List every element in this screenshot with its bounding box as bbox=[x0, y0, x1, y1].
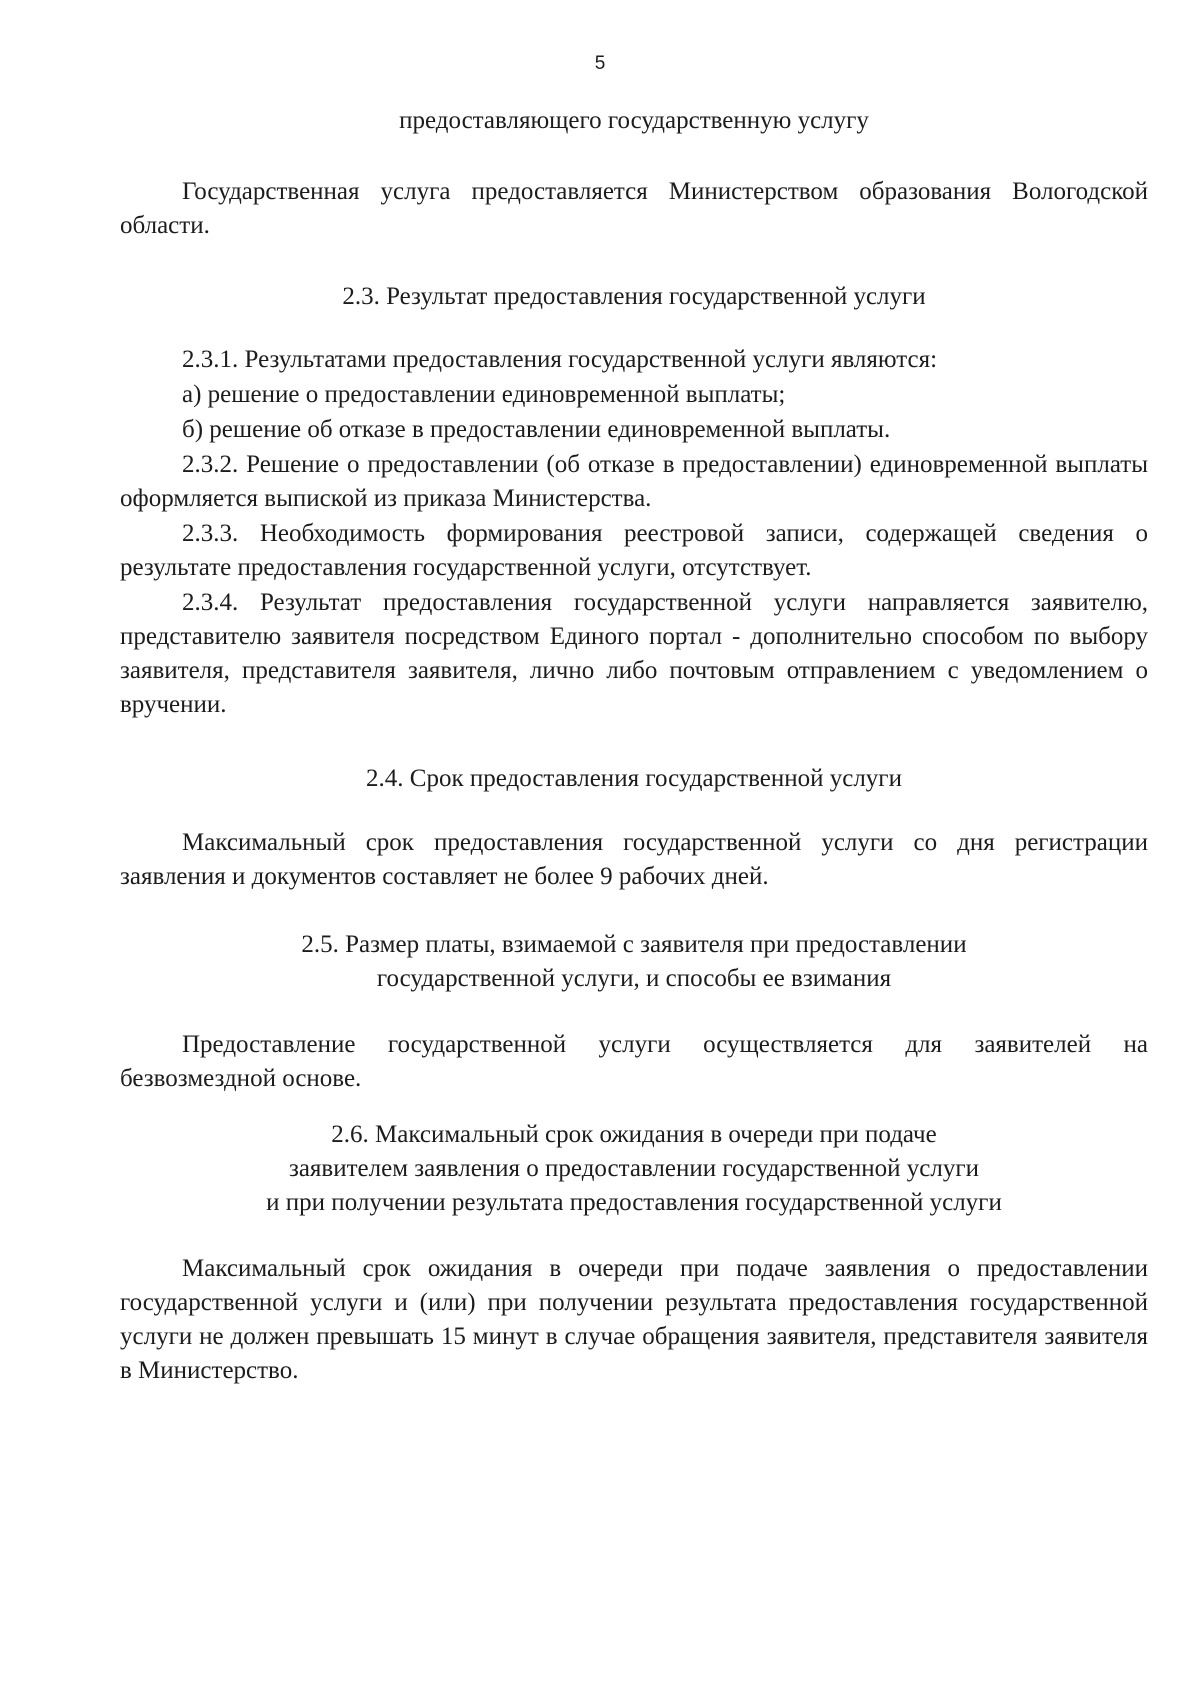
section-2-5-paragraph: Предоставление государственной услуги осуществляется для заявителей на безвозмездной основе. bbox=[120, 1031, 1148, 1092]
paragraph-2-3-2: 2.3.2. Решение о предоставлении (об отказе в предоставлении) единовременной выплаты оформляется выпиской из приказа Министерства. bbox=[120, 451, 1148, 512]
section-2-3-heading: 2.3. Результат предоставления государственной услуги bbox=[342, 283, 926, 310]
paragraph-2-3-3: 2.3.3. Необходимость формирования реестровой записи, содержащей сведения о результате предоставления государственной услуги, отсутствует. bbox=[120, 520, 1148, 581]
page-number: 5 bbox=[594, 53, 606, 74]
section-2-6-paragraph: Максимальный срок ожидания в очереди при подаче заявления о предоставлении государственной услуги и (или) при получении результата предоставления государственной услуги не должен превышать 15 минут в случае обращения заявителя, представителя заявителя в Министерство. bbox=[120, 1255, 1148, 1384]
section-2-5-heading-line-2: государственной услуги, и способы ее взимания bbox=[376, 965, 892, 992]
section-2-6-heading-line-1: 2.6. Максимальный срок ожидания в очереди при подаче bbox=[331, 1121, 937, 1148]
intro-paragraph: Государственная услуга предоставляется Министерством образования Вологодской области. bbox=[120, 178, 1148, 239]
section-2-5-heading-line-1: 2.5. Размер платы, взимаемой с заявителя при предоставлении bbox=[301, 931, 967, 958]
list-item-a: а) решение о предоставлении единовременной выплаты; bbox=[182, 381, 786, 408]
paragraph-2-3-1: 2.3.1. Результатами предоставления государственной услуги являются: bbox=[182, 346, 938, 373]
paragraph-2-3-4: 2.3.4. Результат предоставления государственной услуги направляется заявителю, представителю заявителя посредством Единого портал - дополнительно способом по выбору заявителя, представителя заявителя, лично либо почтовым отправлением с уведомлением о вручении. bbox=[120, 589, 1148, 718]
section-2-4-heading: 2.4. Срок предоставления государственной услуги bbox=[366, 765, 902, 792]
section-2-4-paragraph: Максимальный срок предоставления государственной услуги со дня регистрации заявления и документов составляет не более 9 рабочих дней. bbox=[120, 829, 1148, 890]
section-2-6-heading-line-3: и при получении результата предоставления государственной услуги bbox=[266, 1189, 1002, 1216]
list-item-b: б) решение об отказе в предоставлении единовременной выплаты. bbox=[182, 416, 891, 443]
section-2-6-heading-line-2: заявителем заявления о предоставлении государственной услуги bbox=[288, 1155, 980, 1182]
intro-heading-tail: предоставляющего государственную услугу bbox=[399, 107, 869, 134]
